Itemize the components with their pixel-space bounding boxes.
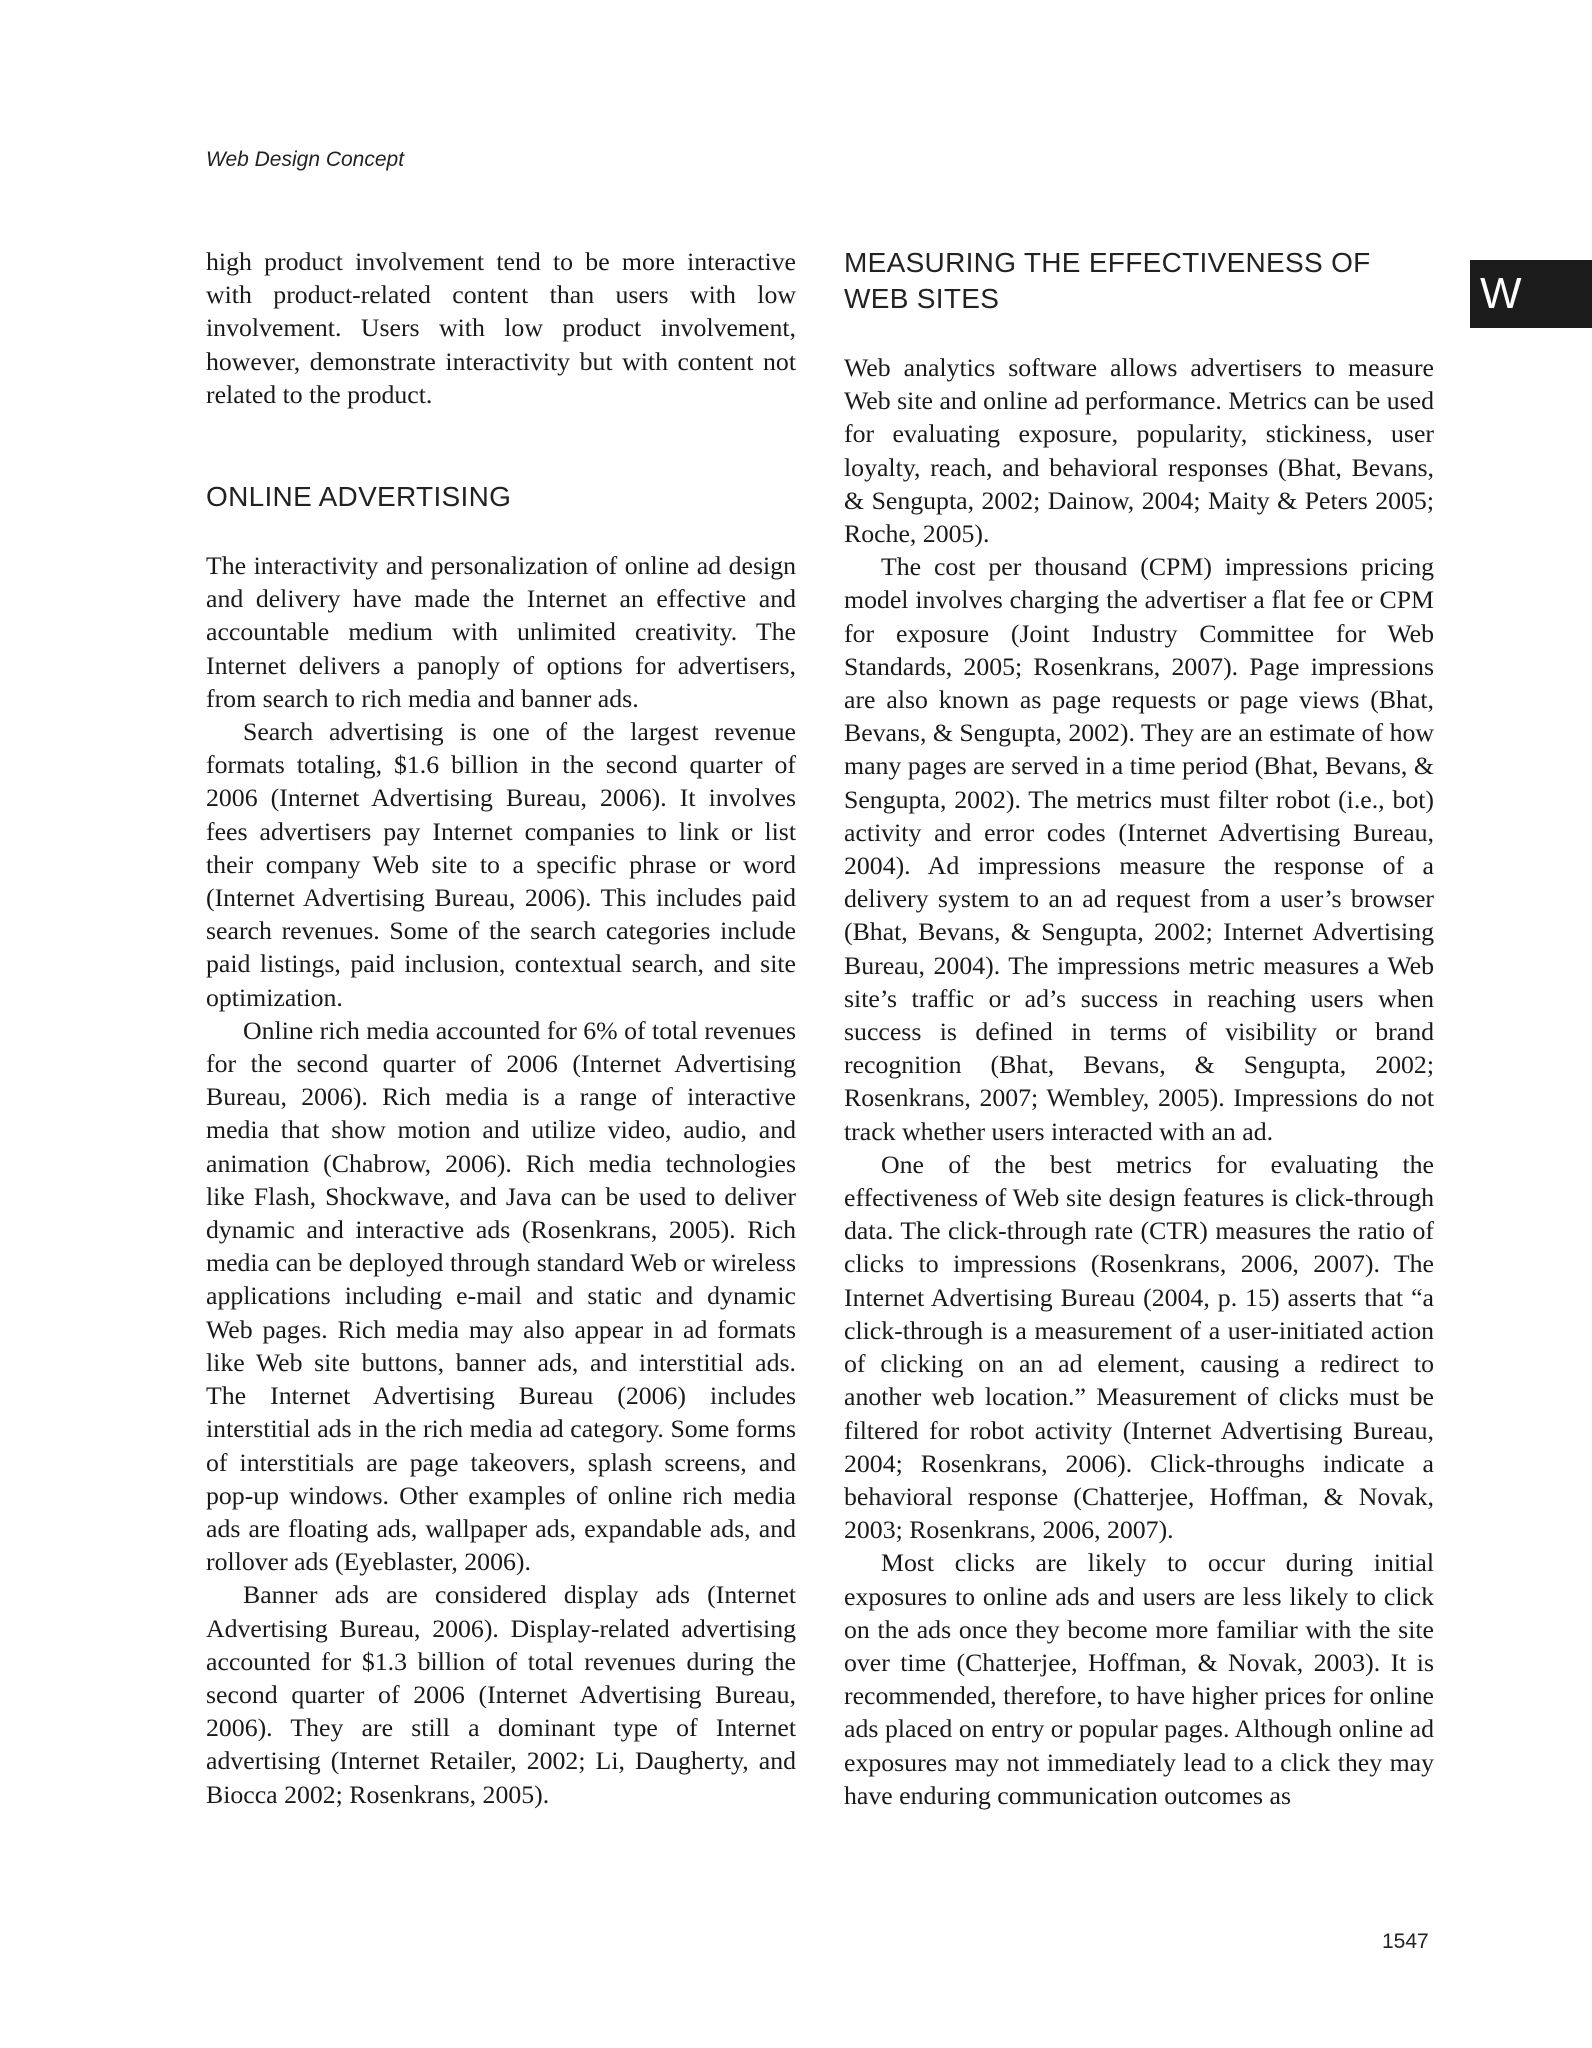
- right-paragraph-4: Most clicks are likely to occur during initial exposures to online ads and users are less likely to click on the ads once they become more familiar with the site over time (Chatterjee, Hoffman, & Novak, 2003). It is recommended, therefore, to have higher prices for online ads placed on entry or popular pages. Although online ad exposures may not immediately lead to a click they may have enduring communication outcomes as: [844, 1548, 1434, 1810]
- intro-paragraph: high product involvement tend to be more interactive with product-related content than users with low involvement. Users with low product involvement, however, demonstrate interactivity but with content not related to the product.: [206, 247, 796, 409]
- running-head: Web Design Concept: [206, 148, 405, 171]
- left-paragraph-1: The interactivity and personalization of online ad design and delivery have made the Internet an effective and accountable medium with unlimited creativity. The Internet delivers a panoply of options for advertisers, from search to rich media and banner ads.: [206, 551, 796, 713]
- page-number: 1547: [1382, 1930, 1429, 1953]
- measuring-effectiveness-heading: MEASURING THE EFFECTIVENESS OF WEB SITES: [844, 247, 1371, 314]
- right-paragraph-1: Web analytics software allows advertisers to measure Web site and online ad performance. Metrics can be used for evaluating exposure, popularity, stickiness, user loyalty, reach, and behavioral responses (Bhat, Bevans, & Sengupta, 2002; Dainow, 2004; Maity & Peters 2005; Roche, 2005).: [844, 353, 1434, 549]
- online-advertising-heading: ONLINE ADVERTISING: [206, 481, 512, 513]
- section-thumb-tab: [1470, 260, 1592, 328]
- left-paragraph-3: Online rich media accounted for 6% of total revenues for the second quarter of 2006 (Internet Advertising Bureau, 2006). Rich media is a range of interactive media that show motion and utilize video, audio, and animation (Chabrow, 2006). Rich media technologies like Flash, Shockwave, and Java can be used to deliver dynamic and interactive ads (Rosenkrans, 2005). Rich media can be deployed through standard Web or wireless applications including e-mail and static and dynamic Web pages. Rich media may also appear in ad formats like Web site buttons, banner ads, and interstitial ads. The Internet Advertising Bureau (2006) includes interstitial ads in the rich media ad category. Some forms of interstitials are page takeovers, splash screens, and pop-up windows. Other examples of online rich media ads are floating ads, wallpaper ads, expandable ads, and rollover ads (Eyeblaster, 2006).: [206, 1015, 796, 1577]
- right-column: [844, 245, 1434, 1812]
- thumb-tab-letter: W: [1480, 269, 1522, 318]
- left-paragraph-2: Search advertising is one of the largest revenue formats totaling, $1.6 billion in the second quarter of 2006 (Internet Advertising Bureau, 2006). It involves fees advertisers pay Internet companies to link or list their company Web site to a specific phrase or word (Internet Advertising Bureau, 2006). This includes paid search revenues. Some of the search categories include paid listings, paid inclusion, contextual search, and site optimization.: [206, 717, 796, 1012]
- right-paragraph-3: One of the best metrics for evaluating the effectiveness of Web site design features is click-through data. The click-through rate (CTR) measures the ratio of clicks to impressions (Rosenkrans, 2006, 2007). The Internet Advertising Bureau (2004, p. 15) asserts that “a click-through is a measurement of a user-initiated action of clicking on an ad element, causing a redirect to another web location.” Measurement of clicks must be filtered for robot activity (Internet Advertising Bureau, 2004; Rosenkrans, 2006). Click-throughs indicate a behavioral response (Chatterjee, Hoffman, & Novak, 2003; Rosenkrans, 2006, 2007).: [844, 1149, 1434, 1545]
- left-column: [206, 245, 796, 1811]
- left-paragraph-4: Banner ads are considered display ads (Internet Advertising Bureau, 2006). Display-related advertising accounted for $1.3 billion of total revenues during the second quarter of 2006 (Internet Advertising Bureau, 2006). They are still a dominant type of Internet advertising (Internet Retailer, 2002; Li, Daugherty, and Biocca 2002; Rosenkrans, 2005).: [206, 1580, 796, 1809]
- right-paragraph-2: The cost per thousand (CPM) impressions pricing model involves charging the advertiser a flat fee or CPM for exposure (Joint Industry Committee for Web Standards, 2005; Rosenkrans, 2007). Page impressions are also known as page requests or page views (Bhat, Bevans, & Sengupta, 2002). They are an estimate of how many pages are served in a time period (Bhat, Bevans, & Sengupta, 2002). The metrics must filter robot (i.e., bot) activity and error codes (Internet Advertising Bureau, 2004). Ad impressions measure the response of a delivery system to an ad request from a user’s browser (Bhat, Bevans, & Sengupta, 2002; Internet Advertising Bureau, 2004). The impressions metric measures a Web site’s traffic or ad’s success in reaching users when success is defined in terms of visibility or brand recognition (Bhat, Bevans, & Sengupta, 2002; Rosenkrans, 2007; Wembley, 2005). Impressions do not track whether users interacted with an ad.: [844, 552, 1434, 1146]
